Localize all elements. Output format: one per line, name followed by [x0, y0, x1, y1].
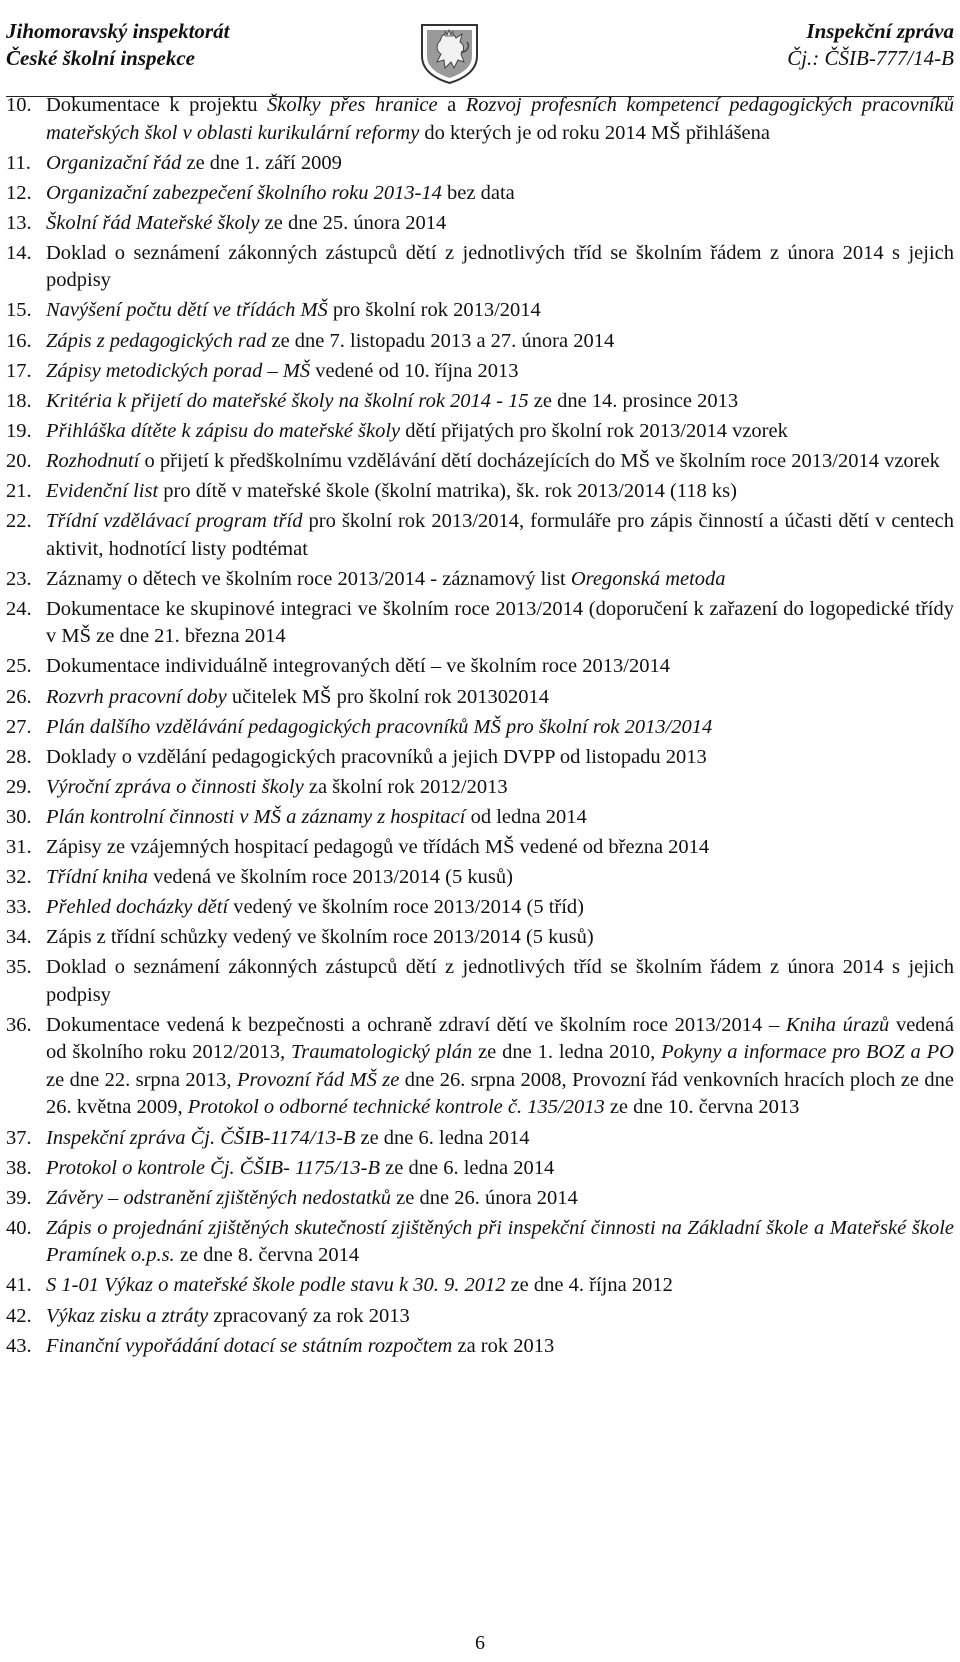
czech-lion-coat-of-arms-icon: [418, 22, 481, 84]
document-title: Finanční vypořádání dotací se státním rozpočtem: [46, 1334, 453, 1357]
list-item: [6, 1215, 954, 1270]
document-title: Přehled docházky dětí: [46, 896, 229, 919]
list-item: [6, 1012, 954, 1122]
list-item-number: 43.: [6, 1334, 32, 1357]
document-title: Závěry – odstranění zjištěných nedostatků: [46, 1186, 392, 1209]
item-text: ze dne 4. října 2012: [505, 1274, 673, 1297]
list-item-number: 38.: [6, 1156, 32, 1179]
document-title: Zápis z pedagogických rad: [46, 329, 267, 352]
list-item: [6, 240, 954, 295]
list-item-number: 22.: [6, 510, 32, 533]
item-text: ze dne 14. prosince 2013: [528, 389, 739, 412]
document-title: Plán kontrolní činnosti v MŠ a záznamy z hospitací: [46, 805, 466, 828]
document-title: Třídní vzdělávací program tříd: [46, 510, 303, 533]
item-text: a: [437, 94, 466, 116]
document-list: [6, 92, 954, 1363]
list-item: [6, 1185, 954, 1213]
document-title: Zápis o projednání zjištěných skutečností zjištěných při inspekční činnosti na Základní škole a Mateřské škole Pramínek o.p.s.: [46, 1216, 954, 1267]
list-item: [6, 954, 954, 1009]
header-organization-sub: České školní inspekce: [6, 46, 195, 70]
item-text: Dokumentace k projektu: [46, 94, 268, 116]
list-item: [6, 1125, 954, 1153]
list-item-number: 18.: [6, 389, 32, 412]
list-item: [6, 150, 954, 178]
list-item: [6, 1155, 954, 1183]
list-item-number: 33.: [6, 896, 32, 919]
item-text: Dokumentace ke skupinové integraci ve školním roce 2013/2014 (doporučení k zařazení do logopedické třídy v MŠ ze dne 21. března 2014: [46, 597, 954, 648]
list-item: [6, 180, 954, 208]
item-text: vedená od školního roku 2012/2013,: [46, 1013, 955, 1064]
document-title: S 1-01 Výkaz o mateřské škole podle stavu k 30. 9. 2012: [46, 1274, 506, 1297]
list-item-number: 40.: [6, 1216, 32, 1239]
document-title: Kniha úrazů: [785, 1013, 890, 1036]
list-item: [6, 448, 954, 476]
list-item-number: 34.: [6, 926, 32, 949]
document-title: Zápisy metodických porad – MŠ: [46, 359, 311, 382]
list-item: [6, 418, 954, 446]
list-item-number: 13.: [6, 211, 32, 234]
item-text: bez data: [441, 181, 515, 204]
list-item: [6, 804, 954, 832]
list-item: [6, 774, 954, 802]
list-item-number: 24.: [6, 597, 32, 620]
item-text: vedený ve školním roce 2013/2014 (5 tříd): [228, 896, 584, 919]
list-item: [6, 478, 954, 506]
header-organization: Jihomoravský inspektorát: [6, 19, 230, 43]
header-left: [6, 18, 229, 72]
reference-number: Čj.: ČŠIB-777/14-B: [787, 46, 954, 70]
item-text: pro dítě v mateřské škole (školní matrika), šk. rok 2013/2014 (118 ks): [158, 480, 737, 503]
list-item: [6, 744, 954, 772]
list-item: [6, 566, 954, 594]
item-text: zpracovaný za rok 2013: [208, 1304, 410, 1327]
list-item: [6, 1272, 954, 1300]
document-title: Plán dalšího vzdělávání pedagogických pracovníků MŠ pro školní rok 2013/2014: [46, 715, 713, 738]
document-title: Kritéria k přijetí do mateřské školy na školní rok 2014 - 15: [46, 389, 529, 412]
item-text: ze dne 1. ledna 2010,: [472, 1041, 662, 1064]
item-text: Zápisy ze vzájemných hospitací pedagogů ve třídách MŠ vedené od března 2014: [46, 835, 710, 858]
item-text: ze dne 22. srpna 2013,: [46, 1068, 237, 1091]
list-item-number: 41.: [6, 1274, 32, 1297]
list-item: [6, 1333, 954, 1361]
document-title: Pokyny a informace pro BOZ a PO: [661, 1041, 954, 1064]
item-text: ze dne 25. února 2014: [259, 211, 447, 234]
document-title: Rozvoj profesních kompetencí pedagogických pracovníků mateřských škol v oblasti kurikulární reformy: [46, 94, 954, 144]
list-item: [6, 210, 954, 238]
list-item-number: 17.: [6, 359, 32, 382]
document-title: Evidenční list: [46, 480, 159, 503]
item-text: pro školní rok 2013/2014: [327, 299, 541, 322]
list-item-number: 27.: [6, 715, 32, 738]
list-item-number: 29.: [6, 775, 32, 798]
list-item-number: 19.: [6, 419, 32, 442]
document-title: Inspekční zpráva Čj. ČŠIB-1174/13-B: [46, 1126, 356, 1149]
item-text: dne 26. srpna 2008, Provozní řád venkovních hracích ploch ze dne 26. května 2009,: [46, 1068, 954, 1119]
list-item: [6, 1303, 954, 1331]
list-item-number: 26.: [6, 685, 32, 708]
item-text: Dokumentace vedená k bezpečnosti a ochraně zdraví dětí ve školním roce 2013/2014 –: [46, 1013, 786, 1036]
item-text: Záznamy o dětech ve školním roce 2013/2014 - záznamový list: [46, 567, 571, 590]
item-text: ze dne 26. února 2014: [391, 1186, 578, 1209]
item-text: ze dne 6. ledna 2014: [355, 1126, 530, 1149]
item-text: ze dne 6. ledna 2014: [380, 1156, 555, 1179]
list-item-number: 11.: [6, 151, 31, 174]
item-text: do kterých je od roku 2014 MŠ přihlášena: [419, 121, 771, 144]
item-text: ze dne 10. června 2013: [604, 1096, 800, 1119]
list-item-number: 35.: [6, 956, 32, 979]
list-item: [6, 894, 954, 922]
document-title: Školky přes hranice: [267, 94, 438, 116]
list-item-number: 42.: [6, 1304, 32, 1327]
document-title: Rozvrh pracovní doby: [46, 685, 227, 708]
document-title: Rozhodnutí: [46, 449, 140, 472]
document-title: Třídní kniha: [46, 866, 148, 889]
document-title: Organizační zabezpečení školního roku 2013-14: [46, 181, 442, 204]
item-text: Doklady o vzdělání pedagogických pracovníků a jejich DVPP od listopadu 2013: [46, 745, 707, 768]
item-text: Zápis z třídní schůzky vedený ve školním roce 2013/2014 (5 kusů): [46, 926, 594, 949]
list-item-number: 31.: [6, 835, 32, 858]
list-item: [6, 864, 954, 892]
list-item: [6, 358, 954, 386]
list-item-number: 10.: [6, 94, 32, 116]
item-text: Dokumentace individuálně integrovaných dětí – ve školním roce 2013/2014: [46, 655, 670, 678]
item-text: za rok 2013: [452, 1334, 555, 1357]
list-item: [6, 834, 954, 862]
list-item: [6, 297, 954, 325]
list-item-number: 37.: [6, 1126, 32, 1149]
list-item: [6, 653, 954, 681]
list-item: [6, 684, 954, 712]
list-item-number: 23.: [6, 567, 32, 590]
document-title: Provozní řád MŠ ze: [236, 1068, 400, 1091]
list-item: [6, 388, 954, 416]
header-right: [787, 18, 954, 72]
item-text: za školní rok 2012/2013: [303, 775, 508, 798]
list-item-number: 20.: [6, 449, 32, 472]
item-text: vedená ve školním roce 2013/2014 (5 kusů): [147, 866, 513, 889]
item-text: ze dne 8. června 2014: [174, 1244, 360, 1267]
list-item-number: 36.: [6, 1013, 32, 1036]
document-title: Traumatologický plán: [290, 1041, 473, 1064]
list-item: [6, 924, 954, 952]
item-text: o přijetí k předškolnímu vzdělávání dětí docházejících do MŠ ve školním roce 2013/2014 vzorek: [139, 449, 940, 472]
list-item-number: 15.: [6, 299, 32, 322]
document-title: Oregonská metoda: [570, 567, 726, 590]
document-title: Protokol o odborné technické kontrole č. 135/2013: [187, 1096, 605, 1119]
item-text: Doklad o seznámení zákonných zástupců dětí z jednotlivých tříd se školním řádem z února 2014 s jejich podpisy: [46, 241, 954, 292]
list-item: [6, 714, 954, 742]
document-title: Přihláška dítěte k zápisu do mateřské školy: [46, 419, 401, 442]
document-title: Organizační řád: [46, 151, 182, 174]
list-item-number: 14.: [6, 241, 32, 264]
item-text: ze dne 1. září 2009: [181, 151, 342, 174]
list-item-number: 32.: [6, 866, 32, 889]
list-item-number: 16.: [6, 329, 32, 352]
document-title: Výroční zpráva o činnosti školy: [46, 775, 304, 798]
list-item: [6, 92, 954, 147]
item-text: Doklad o seznámení zákonných zástupců dětí z jednotlivých tříd se školním řádem z února 2014 s jejich podpisy: [46, 956, 954, 1006]
document-title: Výkaz zisku a ztráty: [46, 1304, 209, 1327]
item-text: ze dne 7. listopadu 2013 a 27. února 2014: [266, 329, 615, 352]
list-item: [6, 596, 954, 651]
item-text: vedené od 10. října 2013: [310, 359, 519, 382]
list-item-number: 21.: [6, 480, 32, 503]
list-item-number: 25.: [6, 655, 32, 678]
document-title: Navýšení počtu dětí ve třídách MŠ: [46, 299, 328, 322]
list-item-number: 39.: [6, 1186, 32, 1209]
page-header: [0, 18, 960, 86]
list-item-number: 12.: [6, 181, 32, 204]
item-text: pro školní rok 2013/2014, formuláře pro zápis činností a účasti dětí v centech aktivit, hodnotící listy podtémat: [46, 510, 954, 560]
list-item: [6, 328, 954, 356]
document-title: Školní řád Mateřské školy: [46, 211, 260, 234]
item-text: od ledna 2014: [465, 805, 587, 828]
document-type: Inspekční zpráva: [806, 19, 954, 43]
document-title: Protokol o kontrole Čj. ČŠIB- 1175/13-B: [46, 1156, 381, 1179]
page-number: 6: [475, 1632, 485, 1654]
item-text: učitelek MŠ pro školní rok 201302014: [226, 685, 549, 708]
item-text: dětí přijatých pro školní rok 2013/2014 vzorek: [400, 419, 788, 442]
list-item-number: 30.: [6, 805, 32, 828]
list-item-number: 28.: [6, 745, 32, 768]
list-item: [6, 508, 954, 563]
